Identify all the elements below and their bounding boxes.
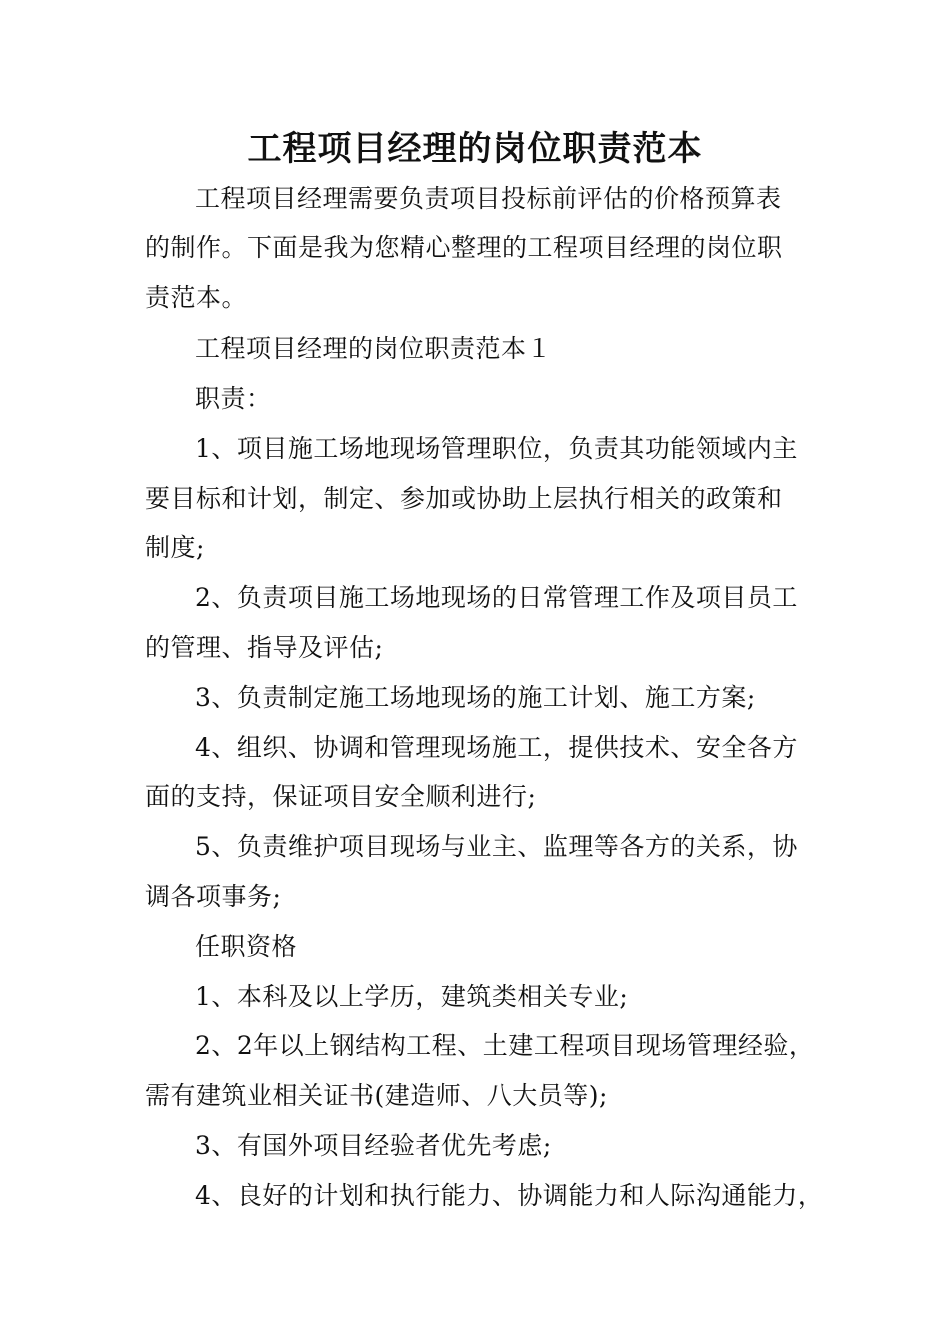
document-title: 工程项目经理的岗位职责范本 (247, 129, 703, 169)
list-item-line: 2、负责项目施工场地现场的日常管理工作及项目员工 (195, 583, 798, 612)
list-item-line: 1、项目施工场地现场管理职位，负责其功能领域内主 (195, 434, 798, 463)
list-item-line: 面的支持，保证项目安全顺利进行; (145, 782, 537, 811)
list-item-line: 4、良好的计划和执行能力、协调能力和人际沟通能力， (195, 1181, 824, 1210)
list-item-line: 调各项事务; (145, 882, 282, 911)
list-item-line: 3、负责制定施工场地现场的施工计划、施工方案; (195, 683, 756, 712)
section-heading: 工程项目经理的岗位职责范本１ (195, 334, 553, 363)
list-item-line: 4、组织、协调和管理现场施工，提供技术、安全各方 (195, 733, 798, 762)
list-item-line: 的管理、指导及评估; (145, 633, 384, 662)
paragraph-line: 工程项目经理需要负责项目投标前评估的价格预算表 (195, 184, 782, 213)
list-item-line: 3、有国外项目经验者优先考虑; (195, 1131, 552, 1160)
list-item-line: 需有建筑业相关证书(建造师、八大员等); (145, 1081, 608, 1110)
list-item-line: 2、2年以上钢结构工程、土建工程项目现场管理经验， (195, 1031, 815, 1060)
section-heading: 任职资格 (195, 932, 298, 961)
list-item-line: 要目标和计划，制定、参加或协助上层执行相关的政策和 (145, 484, 783, 513)
paragraph-line: 的制作。下面是我为您精心整理的工程项目经理的岗位职 (145, 233, 783, 262)
paragraph-line: 责范本。 (145, 283, 248, 312)
list-item-line: 制度; (145, 533, 205, 562)
section-heading: 职责： (195, 384, 272, 413)
list-item-line: 1、本科及以上学历，建筑类相关专业; (195, 982, 629, 1011)
list-item-line: 5、负责维护项目现场与业主、监理等各方的关系，协 (195, 832, 798, 861)
